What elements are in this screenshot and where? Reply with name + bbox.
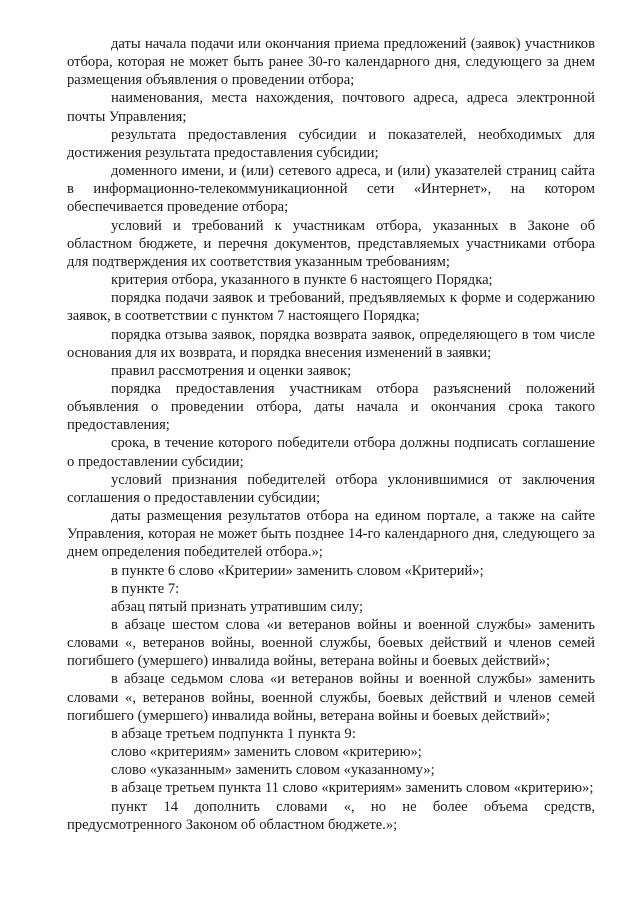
paragraph: срока, в течение которого победители отбора должны подписать соглашение о предоставлении субсидии; — [67, 435, 595, 470]
paragraph: слово «критериям» заменить словом «критерию»; — [111, 744, 422, 761]
paragraph: доменного имени, и (или) сетевого адреса, и (или) указателей страниц сайта в информационно-телекоммуникационной сети «Интернет», на котором обеспечивается проведение отбора; — [67, 163, 595, 216]
paragraph: слово «указанным» заменить словом «указанному»; — [111, 762, 435, 779]
paragraph: условий и требований к участникам отбора, указанных в Законе об областном бюджете, и перечня документов, представляемых участниками отбора для подтверждения их соответствия указанным требованиям; — [67, 217, 595, 270]
paragraph: наименования, места нахождения, почтового адреса, адреса электронной почты Управления; — [67, 90, 595, 125]
paragraph: в пункте 7: — [111, 580, 180, 597]
paragraph: в абзаце третьем подпункта 1 пункта 9: — [111, 725, 356, 742]
paragraph: результата предоставления субсидии и показателей, необходимых для достижения результата предоставления субсидии; — [67, 126, 595, 161]
paragraph: в абзаце шестом слова «и ветеранов войны и военной службы» заменить словами «, ветеранов войны, военной службы, боевых действий и членов семей погибшего (умершего) инвалида войны, ветерана войны и боевых действий»; — [67, 617, 595, 670]
paragraph: даты начала подачи или окончания приема предложений (заявок) участников отбора, которая не может быть ранее 30-го календарного дня, следующего за днем размещения объявления о проведении отбора; — [67, 36, 595, 89]
paragraph: порядка отзыва заявок, порядка возврата заявок, определяющего в том числе основания для их возврата, и порядка внесения изменений в заявки; — [67, 326, 595, 361]
paragraph: порядка подачи заявок и требований, предъявляемых к форме и содержанию заявок, в соответствии с пунктом 7 настоящего Порядка; — [67, 290, 595, 325]
paragraph: условий признания победителей отбора уклонившимися от заключения соглашения о предоставлении субсидии; — [67, 471, 595, 506]
paragraph: даты размещения результатов отбора на едином портале, а также на сайте Управления, которая не может быть позднее 14-го календарного дня, следующего за днем определения победителей отбора.»; — [67, 508, 595, 561]
document-page — [67, 35, 595, 834]
paragraph: порядка предоставления участникам отбора разъяснений положений объявления о проведении отбора, даты начала и окончания срока такого предоставления; — [67, 380, 595, 434]
paragraph: в абзаце седьмом слова «и ветеранов войны и военной службы» заменить словами «, ветеранов войны, военной службы, боевых действий и членов семей погибшего (умершего) инвалида войны, ветерана войны и боевых действий»; — [67, 671, 595, 724]
paragraph: правил рассмотрения и оценки заявок; — [111, 362, 352, 379]
paragraph: абзац пятый признать утратившим силу; — [111, 598, 364, 615]
paragraph: пункт 14 дополнить словами «, но не более объема средств, предусмотренного Законом об областном бюджете.»; — [67, 798, 595, 833]
paragraph: в абзаце третьем пункта 11 слово «критериям» заменить словом «критерию»; — [111, 780, 594, 797]
paragraph: критерия отбора, указанного в пункте 6 настоящего Порядка; — [111, 272, 493, 289]
paragraph: в пункте 6 слово «Критерии» заменить словом «Критерий»; — [111, 562, 484, 579]
